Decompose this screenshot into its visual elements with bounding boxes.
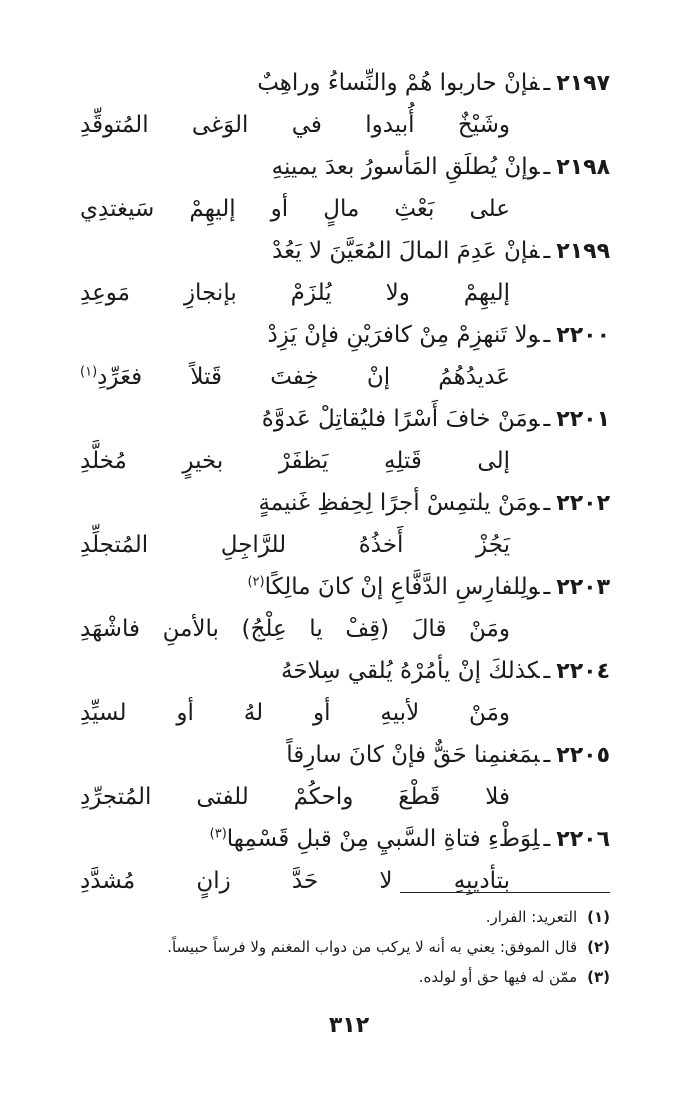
footnote-text: قال الموفق: يعني به أنه لا يركب من دواب المغنم ولا فرساً حبيساً. [167,938,578,956]
verse-2202: ٢٢٠٢ـومَنْ يلتمِسْ أجرًا لِحِفظِ غَنيمةٍ يَجُزْ أَخذُهُ للرَّاجِلِ المُتجلِّدِ [80,482,610,566]
verse-2204: ٢٢٠٤ـكذلكَ إنْ يأمُرْهُ يُلقي سِلاحَهُ ومَنْ لأبيهِ أو لهُ أو لسيِّدِ [80,650,610,734]
footnote-number: (٢) [587,938,610,956]
footnote [60,962,610,992]
footnote-reference: (١) [80,364,98,380]
verse-first-hemistich: كذلكَ إنْ يأمُرْهُ يُلقي سِلاحَهُ [281,658,540,684]
verse-2201: ٢٢٠١ـومَنْ خافَ أَسْرًا فليُقاتِلْ عَدوَّهُ إلى قَتلِهِ يَظفَرْ بخيرٍ مُخلَّدِ [80,398,610,482]
verse-number: ٢٢٠٥ [556,743,610,768]
verse-first-hemistich: فإنْ عَدِمَ المالَ المُعَيَّنَ لا يَعُدْ [272,238,540,264]
verse-second-hemistich: إليهِمْ ولا يُلزَمْ بإنجازِ مَوعِدِ [80,280,510,306]
verse-second-hemistich: إلى قَتلِهِ يَظفَرْ بخيرٍ مُخلَّدِ [80,448,510,474]
verse-number: ٢٢٠١ [556,407,610,432]
verse-first-hemistich: ولا تَنهزِمْ مِنْ كافرَيْنِ فإنْ يَزِدْ [267,322,540,348]
verse-second-hemistich: بتأديبِهِ لا حَدَّ زانٍ مُشدَّدِ [80,868,510,894]
footnote-reference: (٢) [247,574,265,590]
verse-number: ٢٢٠٢ [556,491,610,516]
verse-second-hemistich: ومَنْ لأبيهِ أو لهُ أو لسيِّدِ [80,700,510,726]
footnote-number: (١) [587,908,610,926]
footnotes [60,902,610,992]
verse-second-hemistich: على بَعْثِ مالٍ أو إليهِمْ سَيغتدِي [80,196,510,222]
footnote-separator [400,892,610,893]
footnote-reference: (٣) [209,826,227,842]
verse-second-hemistich: ومَنْ قالَ (قِفْ يا عِلْجُ) بالأمنِ فاشْهَدِ [80,616,510,642]
poem-body [80,62,610,902]
verse-2198: ٢١٩٨ـوإنْ يُطلَقِ المَأسورُ بعدَ يمينِهِ على بَعْثِ مالٍ أو إليهِمْ سَيغتدِي [80,146,610,230]
verse-2205: ٢٢٠٥ـبمَغنمِنا حَقٌّ فإنْ كانَ سارِقاً فلا قَطْعَ واحكُمْ للفتى المُتجرِّدِ [80,734,610,818]
verse-number: ٢٢٠٦ [556,827,610,852]
verse-first-hemistich: ومَنْ خافَ أَسْرًا فليُقاتِلْ عَدوَّهُ [261,406,540,432]
verse-first-hemistich: ولِلفارِسِ الدَّفَّاعِ إنْ كانَ مالِكًا [264,574,540,600]
footnote [60,932,610,962]
verse-2199: ٢١٩٩ـفإنْ عَدِمَ المالَ المُعَيَّنَ لا يَعُدْ إليهِمْ ولا يُلزَمْ بإنجازِ مَوعِدِ [80,230,610,314]
verse-2200: ٢٢٠٠ـولا تَنهزِمْ مِنْ كافرَيْنِ فإنْ يَزِدْ عَديدُهُمُ إنْ خِفتَ قَتلاً فعَرِّدِ$^{(١)}$ [80,322,610,390]
verse-second-hemistich: وشَيْخٌ أُبيدوا في الوَغى المُتوقِّدِ [80,112,510,138]
verse-second-hemistich: فلا قَطْعَ واحكُمْ للفتى المُتجرِّدِ [80,784,510,810]
verse-number: ٢١٩٩ [556,239,610,264]
verse-second-hemistich: عَديدُهُمُ إنْ خِفتَ قَتلاً فعَرِّدِ [97,364,510,390]
verse-first-hemistich: وإنْ يُطلَقِ المَأسورُ بعدَ يمينِهِ [271,154,540,180]
verse-number: ٢١٩٧ [556,71,610,96]
verse-number: ٢٢٠٤ [556,659,610,684]
verse-2206: ٢٢٠٦ـلِوَطْءِ فتاةِ السَّبيِ مِنْ قبلِ قَسْمِها$^{(٣)}$ بتأديبِهِ لا حَدَّ زانٍ مُشدَّدِ [80,818,610,902]
footnote-text: التعريد: الفرار. [485,908,578,926]
verse-2197: ٢١٩٧ـفإنْ حاربوا هُمْ والنِّساءُ وراهِبٌ وشَيْخٌ أُبيدوا في الوَغى المُتوقِّدِ [80,62,610,146]
page-number: ٣١٢ [328,1013,370,1038]
verse-number: ٢٢٠٠ [556,323,610,348]
footnote-text: ممّن له فيها حق أو لولده. [418,968,578,986]
footnote [60,902,610,932]
verse-second-hemistich: يَجُزْ أَخذُهُ للرَّاجِلِ المُتجلِّدِ [80,532,510,558]
verse-number: ٢٢٠٣ [556,575,610,600]
verse-first-hemistich: بمَغنمِنا حَقٌّ فإنْ كانَ سارِقاً [286,742,540,768]
verse-2203: ٢٢٠٣ـولِلفارِسِ الدَّفَّاعِ إنْ كانَ مالِكًا$^{(٢)}$ ومَنْ قالَ (قِفْ يا عِلْجُ) بالأمنِ فاشْهَدِ [80,566,610,650]
verse-first-hemistich: فإنْ حاربوا هُمْ والنِّساءُ وراهِبٌ [257,70,540,96]
footnote-number: (٣) [587,968,610,986]
verse-first-hemistich: ومَنْ يلتمِسْ أجرًا لِحِفظِ غَنيمةٍ [258,490,540,516]
verse-number: ٢١٩٨ [556,155,610,180]
verse-first-hemistich: لِوَطْءِ فتاةِ السَّبيِ مِنْ قبلِ قَسْمِها [226,826,540,852]
